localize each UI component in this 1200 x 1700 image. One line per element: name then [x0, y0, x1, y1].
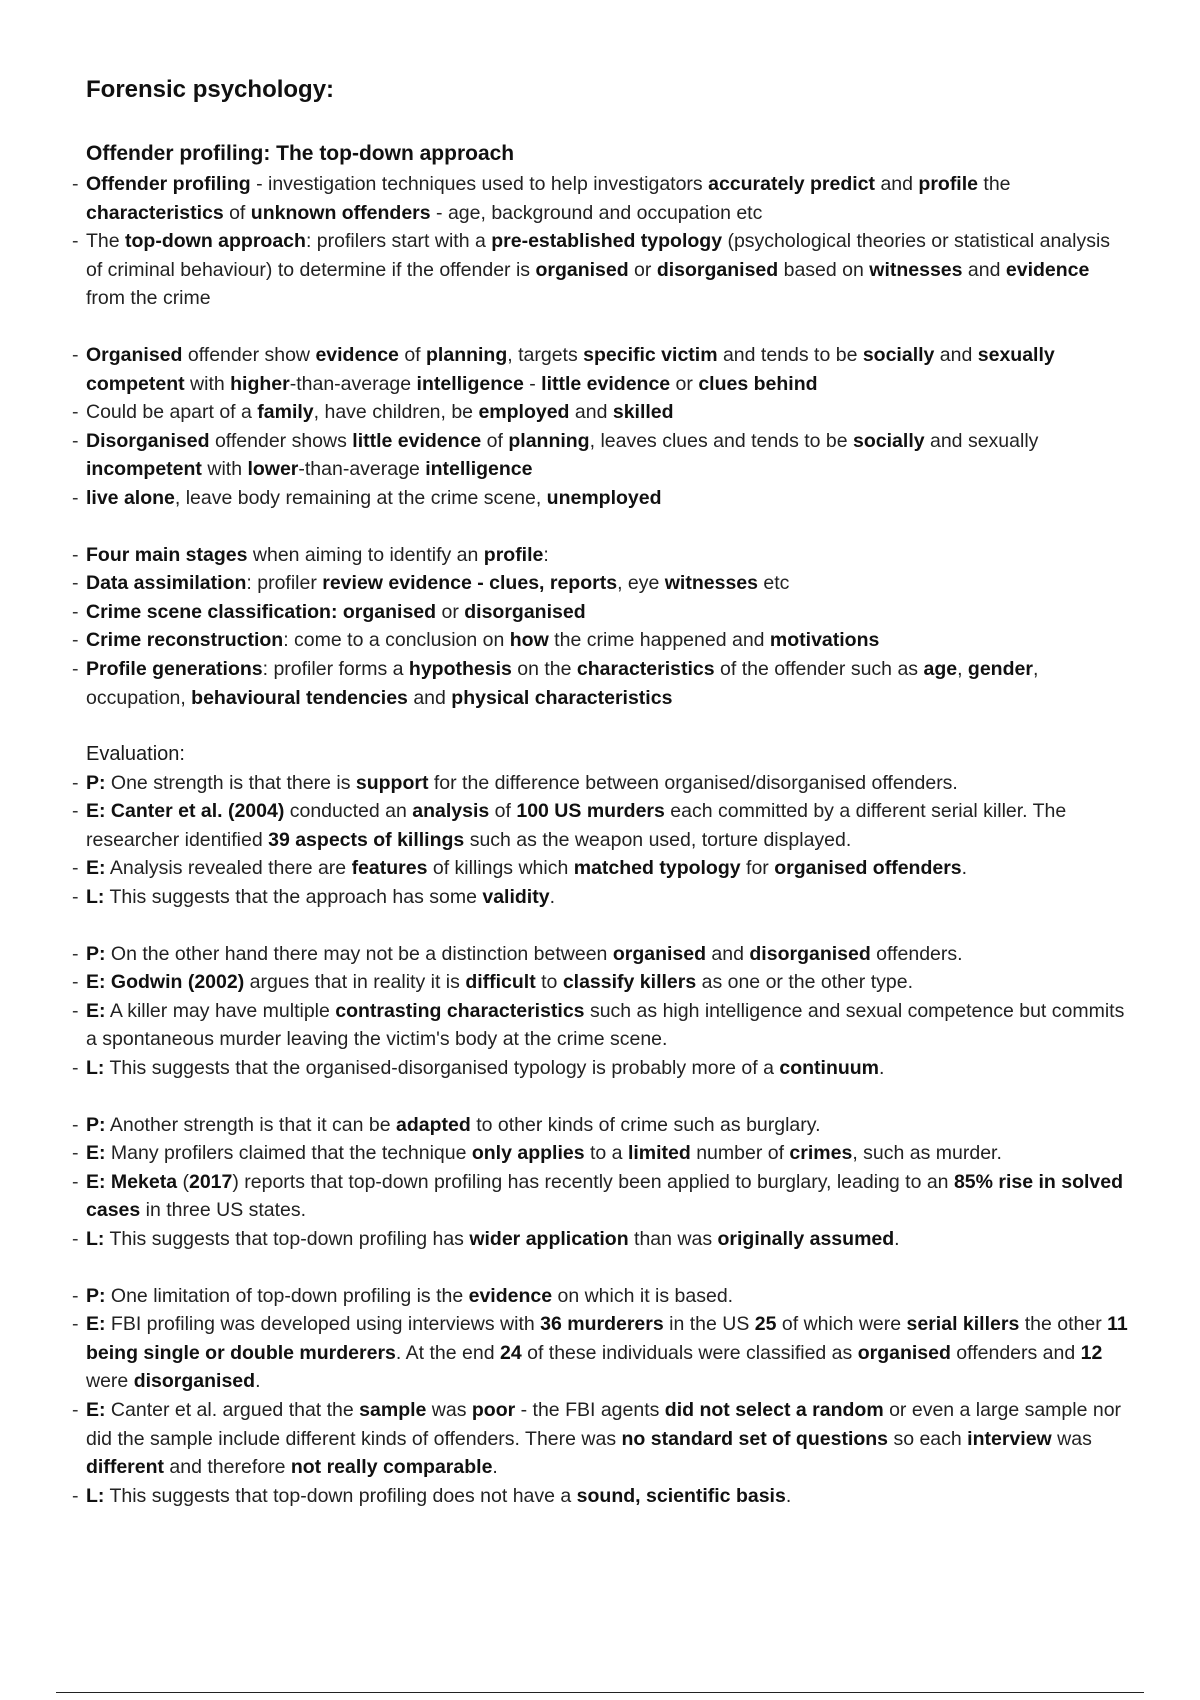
text-run: This suggests that top-down profiling has	[104, 1228, 470, 1250]
text-run: such as high intelligence and sexual competence but commits a spontaneous murder leaving the victim's body at the crime scene.	[86, 999, 1125, 1051]
text-run: -	[523, 372, 542, 395]
text-run: and	[706, 942, 750, 965]
text-run: to other kinds of crime such as burglary.	[470, 1113, 821, 1136]
bold-text: E:	[86, 1313, 106, 1336]
text-run: - the FBI agents	[515, 1398, 665, 1421]
bold-text: E: Meketa	[86, 1170, 178, 1193]
text-run: each committed by a different serial killer. The researcher identified	[86, 800, 1067, 851]
section-spacer	[70, 313, 1130, 341]
bullet-list-evaluation-2	[70, 940, 1130, 1083]
text-run: .	[255, 1370, 261, 1393]
bold-text: specific victim	[583, 343, 718, 366]
bullet-item	[70, 997, 1130, 1054]
bold-text: profile	[483, 543, 544, 566]
text-run: the other	[1019, 1313, 1108, 1336]
bullet-item	[70, 341, 1130, 398]
bold-text: crimes	[789, 1142, 853, 1165]
bullet-item	[70, 598, 1130, 627]
bold-text: features	[351, 857, 428, 880]
bold-text: 85% rise in solved cases	[86, 1170, 1124, 1222]
bold-text: E:	[86, 999, 106, 1022]
text-run: was	[426, 1398, 472, 1421]
bold-text: lower	[247, 458, 299, 481]
text-run: conducted an	[284, 800, 413, 823]
section-spacer	[70, 513, 1130, 541]
bullet-list-intro	[70, 170, 1130, 313]
text-run: was	[1051, 1427, 1092, 1450]
bold-text: 100 US murders	[516, 800, 665, 823]
bold-text: witnesses	[664, 572, 758, 595]
bold-text: 39 aspects of killings	[268, 828, 465, 851]
bullet-item	[70, 626, 1130, 655]
bold-text: profile	[918, 173, 978, 195]
bold-text: 36 murderers	[540, 1313, 664, 1336]
section-spacer	[70, 1254, 1130, 1282]
text-run: A killer may have multiple	[105, 999, 336, 1022]
bold-text: accurately predict	[708, 173, 876, 195]
bottom-rule	[56, 1692, 1144, 1693]
text-run: : come to a conclusion on	[283, 629, 510, 652]
bold-text: Organised	[86, 343, 183, 366]
bold-text: organised	[535, 258, 629, 281]
bold-text: Disorganised	[86, 429, 210, 452]
text-run: and tends to be	[717, 343, 863, 366]
bullet-list-stages	[70, 541, 1130, 713]
bold-text: L:	[86, 1484, 105, 1507]
bold-text: family	[257, 401, 314, 424]
text-run: . At the end	[395, 1341, 500, 1364]
text-run: FBI profiling was developed using interviews with	[105, 1313, 541, 1336]
text-run: or	[628, 258, 657, 281]
bullet-item	[70, 883, 1130, 912]
text-run: offenders.	[870, 942, 963, 965]
text-run: in the US	[663, 1313, 755, 1336]
text-run: to	[535, 971, 563, 994]
bold-text: L:	[86, 886, 105, 909]
bold-text: did not select a random	[664, 1398, 884, 1421]
bold-text: socially	[853, 429, 925, 452]
bold-text: poor	[471, 1398, 516, 1421]
text-run: when aiming to identify an	[247, 543, 484, 566]
text-run: to a	[584, 1142, 628, 1165]
text-run: with	[184, 372, 231, 395]
bold-text: matched typology	[573, 857, 741, 880]
bullet-item	[70, 769, 1130, 798]
bullet-list-evaluation-1	[70, 769, 1130, 912]
bullet-item	[70, 398, 1130, 427]
text-run: , have children, be	[313, 401, 479, 424]
bold-text: serial killers	[906, 1313, 1020, 1336]
bold-text: E:	[86, 1142, 106, 1165]
bold-text: Crime scene classification: organised	[86, 600, 437, 623]
bold-text: continuum	[779, 1057, 880, 1080]
text-run: for the difference between organised/disorganised offenders.	[428, 771, 958, 794]
bold-text: skilled	[612, 401, 674, 424]
text-run: were	[86, 1370, 134, 1393]
text-run: .	[785, 1484, 792, 1507]
text-run: , targets	[507, 343, 584, 366]
text-run: with	[201, 458, 248, 481]
text-run: of	[398, 343, 427, 366]
section-spacer	[70, 712, 1130, 740]
text-run: (psychological theories or statistical analysis of criminal behaviour) to determine if the offender is	[86, 230, 1111, 281]
text-run: and	[407, 686, 452, 709]
bold-text: gender	[967, 657, 1033, 680]
bold-text: evidence	[1005, 258, 1090, 281]
text-run: and	[934, 343, 978, 366]
text-run: ) reports that top-down profiling has recently been applied to burglary, leading to an	[232, 1170, 954, 1193]
bullet-list-evaluation-4	[70, 1282, 1130, 1511]
bold-text: only applies	[471, 1142, 585, 1165]
text-run: -than-average	[289, 372, 417, 395]
text-run: such as the weapon used, torture displayed.	[464, 828, 852, 851]
bullet-item	[70, 968, 1130, 997]
bold-text: 24	[499, 1341, 522, 1364]
text-run: Canter et al. argued that the	[105, 1398, 360, 1421]
bold-text: Crime reconstruction	[86, 629, 284, 652]
bullet-list-evaluation-3	[70, 1111, 1130, 1254]
text-run: - investigation techniques used to help investigators	[250, 173, 709, 195]
text-run: :	[543, 543, 549, 566]
text-run: The	[86, 230, 126, 253]
bold-text: 11 being single or double murderers	[86, 1313, 1128, 1364]
text-run: .	[894, 1228, 900, 1250]
text-run: for	[740, 857, 775, 880]
bold-text: planning	[426, 343, 508, 366]
text-run: , occupation,	[86, 657, 1039, 709]
bold-text: socially	[862, 343, 935, 366]
text-run: number of	[690, 1142, 790, 1165]
bullet-item	[70, 569, 1130, 598]
bold-text: 2017	[188, 1170, 233, 1193]
text-run: of	[481, 429, 509, 452]
bold-text: E: Godwin (2002)	[86, 971, 245, 994]
text-run: ,	[957, 657, 968, 680]
bold-text: validity	[482, 886, 550, 909]
text-run: based on	[778, 258, 870, 281]
bullet-item	[70, 227, 1130, 313]
section-spacer	[70, 912, 1130, 940]
text-run: One limitation of top-down profiling is the	[105, 1284, 469, 1307]
text-run: .	[879, 1057, 885, 1080]
bold-text: review evidence - clues, reports	[322, 572, 618, 595]
text-run: of	[489, 800, 517, 823]
bold-text: no standard set of questions	[621, 1427, 889, 1450]
bullet-item	[70, 1168, 1130, 1225]
text-run: from the crime	[86, 287, 211, 310]
text-run: .	[549, 886, 555, 909]
text-run: than was	[628, 1228, 718, 1250]
bullet-item	[70, 1282, 1130, 1311]
bullet-item	[70, 170, 1130, 227]
text-run: of these individuals were classified as	[521, 1341, 858, 1364]
bold-text: Offender profiling	[86, 173, 251, 195]
text-run: On the other hand there may not be a distinction between	[105, 942, 613, 965]
bold-text: employed	[478, 401, 570, 424]
bullet-item	[70, 1396, 1130, 1482]
bullet-list-offender-types	[70, 341, 1130, 513]
text-run: .	[492, 1456, 498, 1479]
bold-text: L:	[86, 1228, 105, 1250]
text-run: of which were	[776, 1313, 907, 1336]
bold-text: witnesses	[869, 258, 963, 281]
bold-text: wider application	[469, 1228, 629, 1250]
text-run: -than-average	[298, 458, 426, 481]
bold-text: live alone	[86, 486, 175, 509]
bold-text: sample	[359, 1398, 427, 1421]
bullet-item	[70, 1310, 1130, 1396]
text-run: offender show	[182, 343, 316, 366]
bold-text: Four main stages	[86, 543, 248, 566]
text-run: of	[223, 201, 251, 224]
bullet-item	[70, 1111, 1130, 1140]
bold-text: pre-established typology	[491, 230, 723, 253]
bullet-item	[70, 1139, 1130, 1168]
bold-text: sexually competent	[86, 343, 1055, 395]
bold-text: little evidence	[352, 429, 482, 452]
text-run: of killings which	[427, 857, 574, 880]
bold-text: characteristics	[86, 201, 224, 224]
document-title: Forensic psychology:	[86, 76, 335, 103]
bullet-item	[70, 1482, 1130, 1511]
bold-text: evidence	[315, 343, 399, 366]
bold-text: difficult	[465, 971, 536, 994]
bold-text: physical characteristics	[451, 686, 673, 709]
bold-text: unknown offenders	[250, 201, 431, 224]
text-run: and	[569, 401, 613, 424]
text-run: or even a large sample nor did the sample include different kinds of offenders. There was	[86, 1398, 1122, 1450]
text-run: This suggests that the approach has some	[104, 886, 483, 909]
text-run: and sexually	[924, 429, 1039, 452]
bold-text: P:	[86, 1284, 106, 1307]
bold-text: analysis	[412, 800, 490, 823]
document-content	[70, 140, 1130, 1510]
text-run: , leaves clues and tends to be	[589, 429, 854, 452]
bold-text: support	[355, 771, 429, 794]
bold-text: disorganised	[656, 258, 779, 281]
text-run: , such as murder.	[852, 1142, 1002, 1165]
bold-text: characteristics	[576, 657, 715, 680]
bold-text: age	[923, 657, 958, 680]
bold-text: disorganised	[464, 600, 586, 623]
bold-text: disorganised	[133, 1370, 256, 1393]
text-run: and	[962, 258, 1006, 281]
bold-text: E: Canter et al. (2004)	[86, 800, 285, 823]
bold-text: different	[86, 1456, 164, 1479]
evaluation-heading: Evaluation:	[86, 743, 185, 766]
bold-text: P:	[86, 771, 106, 794]
bullet-item	[70, 940, 1130, 969]
text-run: Could be apart of a	[86, 401, 258, 424]
section-spacer	[70, 1083, 1130, 1111]
text-run: - age, background and occupation etc	[430, 201, 763, 224]
bold-text: little evidence	[541, 372, 671, 395]
bold-text: top-down approach	[125, 230, 306, 253]
bullet-item	[70, 484, 1130, 513]
bold-text: planning	[508, 429, 590, 452]
bold-text: E:	[86, 857, 106, 880]
bold-text: interview	[967, 1427, 1052, 1450]
bold-text: P:	[86, 1113, 106, 1136]
bullet-item	[70, 541, 1130, 570]
bold-text: hypothesis	[408, 657, 512, 680]
bold-text: not really comparable	[290, 1456, 493, 1479]
bold-text: higher	[230, 372, 290, 395]
bold-text: motivations	[769, 629, 880, 652]
bold-text: limited	[627, 1142, 691, 1165]
text-run: : profilers start with a	[305, 230, 492, 253]
bold-text: incompetent	[86, 458, 202, 481]
bold-text: organised offenders	[774, 857, 962, 880]
text-run: etc	[757, 572, 790, 595]
bold-text: Data assimilation	[86, 572, 247, 595]
text-run: offenders and	[950, 1341, 1081, 1364]
bold-text: clues behind	[698, 372, 818, 395]
bold-text: evidence	[468, 1284, 553, 1307]
text-run: , leave body remaining at the crime scene,	[174, 486, 547, 509]
bold-text: sound, scientific basis	[576, 1484, 786, 1507]
text-run: as one or the other type.	[696, 971, 913, 994]
text-run: This suggests that the organised-disorganised typology is probably more of a	[104, 1057, 780, 1080]
bold-text: contrasting characteristics	[335, 999, 585, 1022]
bold-text: 25	[754, 1313, 777, 1336]
bullet-item	[70, 1225, 1130, 1254]
text-run: on the	[511, 657, 577, 680]
text-run: or	[670, 372, 699, 395]
text-run: This suggests that top-down profiling does not have a	[104, 1484, 577, 1507]
bold-text: intelligence	[416, 372, 524, 395]
bullet-item	[70, 797, 1130, 854]
text-run: , eye	[617, 572, 665, 595]
text-run: the crime happened and	[548, 629, 770, 652]
bold-text: 12	[1080, 1341, 1103, 1364]
text-run: (	[177, 1170, 189, 1193]
text-run: Many profilers claimed that the technique	[105, 1142, 472, 1165]
bold-text: P:	[86, 942, 106, 965]
text-run: and therefore	[164, 1456, 291, 1479]
text-run: so each	[888, 1427, 968, 1450]
text-run: Analysis revealed there are	[105, 857, 352, 880]
bold-text: organised	[612, 942, 707, 965]
bold-text: behavioural tendencies	[191, 686, 408, 709]
text-run: and	[875, 173, 919, 195]
section-heading: Offender profiling: The top-down approach	[86, 142, 515, 165]
bold-text: Profile generations	[86, 657, 263, 680]
text-run: One strength is that there is	[105, 771, 356, 794]
bullet-item	[70, 1054, 1130, 1083]
bold-text: originally assumed	[717, 1228, 895, 1250]
text-run: the	[978, 173, 1011, 195]
text-run: or	[436, 600, 465, 623]
text-run: in three US states.	[140, 1199, 307, 1222]
bold-text: intelligence	[425, 458, 533, 481]
bullet-item	[70, 427, 1130, 484]
text-run: Another strength is that it can be	[105, 1113, 397, 1136]
bold-text: L:	[86, 1057, 105, 1080]
text-run: .	[961, 857, 968, 880]
text-run: of the offender such as	[714, 657, 924, 680]
bold-text: adapted	[396, 1113, 471, 1136]
text-run: : profiler	[246, 572, 323, 595]
bold-text: E:	[86, 1398, 106, 1421]
bold-text: organised	[857, 1341, 951, 1364]
bold-text: unemployed	[546, 486, 662, 509]
text-run: on which it is based.	[552, 1284, 734, 1307]
bold-text: disorganised	[749, 942, 871, 965]
text-run: : profiler forms a	[262, 657, 409, 680]
text-run: offender shows	[209, 429, 353, 452]
text-run: argues that in reality it is	[244, 971, 466, 994]
bullet-item	[70, 655, 1130, 712]
bullet-item	[70, 854, 1130, 883]
bold-text: classify killers	[562, 971, 697, 994]
bold-text: how	[509, 629, 549, 652]
